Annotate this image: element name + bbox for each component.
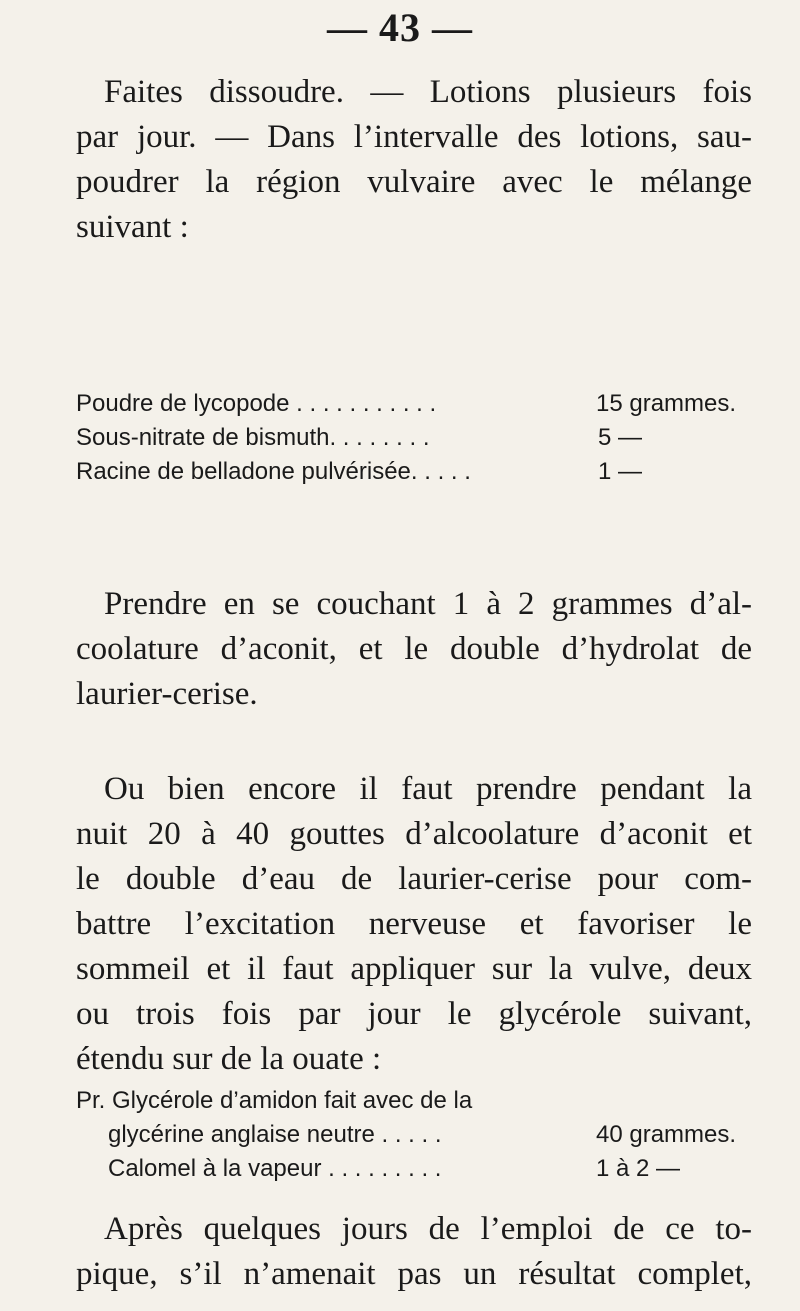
formula-1: [76, 387, 756, 489]
paragraph-1: [76, 70, 752, 250]
paragraph-2: [76, 582, 752, 717]
text-line: laurier-cerise.: [76, 676, 258, 712]
text-line: Après quelques jours de l’emploi de ce to-: [104, 1211, 752, 1247]
ingredient-name: Poudre de lycopode . . . . . . . . . . .: [76, 390, 437, 417]
ingredient-name: Sous-nitrate de bismuth. . . . . . . .: [76, 424, 430, 451]
text-line: battre l’excitation nerveuse et favoriser le: [76, 906, 752, 942]
text-line: étendu sur de la ouate :: [76, 1041, 382, 1077]
ingredient-name: Pr. Glycérole d’amidon fait avec de la: [76, 1087, 473, 1114]
ingredient-name: Racine de belladone pulvérisée. . . . .: [76, 458, 471, 485]
text-line: ou trois fois par jour le glycérole suivant,: [76, 996, 752, 1032]
ingredient-quantity: 5 —: [598, 424, 643, 451]
ingredient-quantity: 1 à 2 —: [596, 1155, 681, 1182]
paragraph-3: [76, 767, 752, 1082]
formula-row: [76, 455, 756, 489]
ingredient-name: Calomel à la vapeur . . . . . . . . .: [108, 1155, 442, 1182]
page-number: — 43 —: [327, 5, 473, 50]
text-line: nuit 20 à 40 gouttes d’alcoolature d’aconit et: [76, 816, 752, 852]
text-line: poudrer la région vulvaire avec le mélange: [76, 164, 752, 200]
text-line: Ou bien encore il faut prendre pendant la: [104, 771, 752, 807]
ingredient-name: glycérine anglaise neutre . . . . .: [108, 1121, 442, 1148]
formula-row: [76, 1152, 756, 1186]
text-line: Prendre en se couchant 1 à 2 grammes d’al-: [104, 586, 752, 622]
formula-row: [76, 1118, 756, 1152]
formula-row: [76, 387, 756, 421]
text-line: sommeil et il faut appliquer sur la vulve, deux: [76, 951, 752, 987]
text-line: suivant :: [76, 209, 189, 245]
text-line: pique, s’il n’amenait pas un résultat complet,: [76, 1256, 752, 1292]
text-line: le double d’eau de laurier-cerise pour com-: [76, 861, 752, 897]
ingredient-quantity: 1 —: [598, 458, 643, 485]
paragraph-4: [76, 1207, 752, 1297]
ingredient-quantity: 15 grammes.: [596, 390, 737, 417]
text-line: Faites dissoudre. — Lotions plusieurs fois: [104, 74, 752, 110]
ingredient-quantity: 40 grammes.: [596, 1121, 737, 1148]
formula-row: [76, 421, 756, 455]
formula-row: [76, 1084, 756, 1118]
text-line: coolature d’aconit, et le double d’hydrolat de: [76, 631, 752, 667]
text-line: par jour. — Dans l’intervalle des lotions, sau-: [76, 119, 752, 155]
formula-2: [76, 1084, 756, 1186]
